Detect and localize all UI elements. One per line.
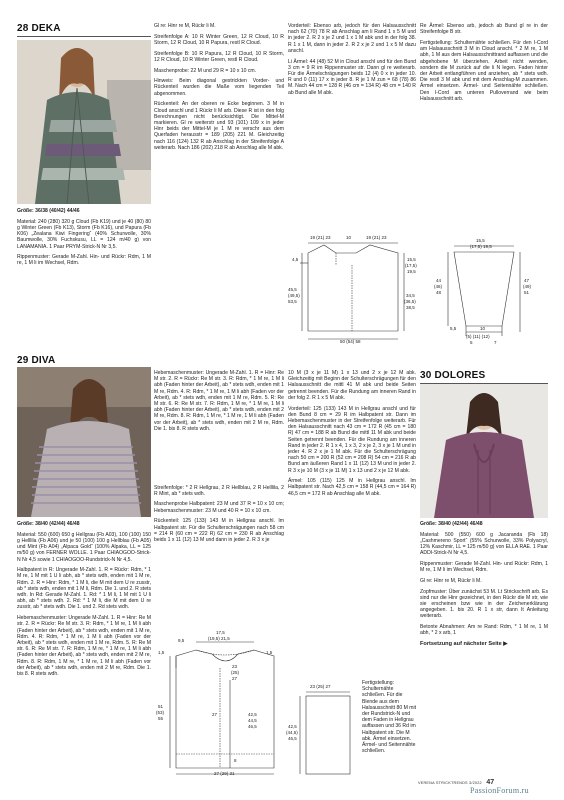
dim-label: 23 <box>232 664 238 669</box>
dim-label: 17,5 <box>216 630 225 635</box>
dim-label: (49) <box>523 284 532 289</box>
schematic-diva-sleeve <box>286 684 360 778</box>
dim-label: 9,5 <box>178 638 185 643</box>
dim-label: (17,5) <box>405 263 417 268</box>
continued-note: Fortsetzung auf nächster Seite ▶ <box>420 641 508 648</box>
text-aermel-deka: Li Ärmel: 44 (48) 52 M in Cloud anschl und für den Bund 3 cm = 9 R im Rippenmuster str. Dann gl re weiterarb. Für die Ärmelschrägungen beids 12 (4) 0 x in jeder 10. R und 0 (11) 17 x in jeder 8. R je 1 M zun = 68 (78) 86 M. Nach 44 cm = 128 R (46 cm = 134 R) 48 cm = 140 R ab Bund alle M abk. <box>288 58 416 96</box>
dim-label: 42,5 <box>248 712 257 717</box>
dim-label: 4,5 <box>292 257 299 262</box>
section-heading-diva: 29 DIVA <box>17 355 56 366</box>
dim-label: 10 <box>346 235 352 240</box>
schematic-deka-body <box>288 235 420 347</box>
dim-label: (36,5) <box>404 299 416 304</box>
size-diva: Größe: 38/40 (42/44) 46/48 <box>17 521 80 527</box>
dim-label: 46,5 <box>248 724 257 729</box>
dim-label: 1,5 <box>158 650 165 655</box>
dim-label: 53,5 <box>288 299 297 304</box>
dim-label: 51 <box>524 290 530 295</box>
dim-label: 38,5 <box>406 305 415 310</box>
material-deka: Material: 240 (280) 320 g Cloud (Fb K19) und je 40 (80) 80 g Winter Green (Fb K13), Storm (Fb K16), und Papura (Fb K06) „Zealana Kiwi Fingering“ (40% Schurwolle, 30% Baumwolle, 30% Fuchskusu, LL = 124 m/40 g) von LANAMANIA. 1 Paar PRYM-Strick-N Nr 3,5. <box>17 218 151 250</box>
dim-label: 45,5 <box>288 287 297 292</box>
betonte-dolores: Betonte Abnahmen: Am re Rand: Rdm, * 1 M re, 1 M abh, * 2 x arb, 1 <box>420 624 548 637</box>
dim-label: 19 (21) 23 <box>366 235 387 240</box>
magazine-name: VERENA STRICKTRENDS 3/2022 <box>418 781 482 785</box>
dim-label: 7 <box>494 340 497 345</box>
schematic-diva-body <box>154 628 284 778</box>
text-streifen-a: Streifenfolge A: 10 R Winter Green, 12 R Cloud, 10 R Storm, 12 R Cloud, 10 R Papura, restl R Cloud. <box>154 33 284 46</box>
maschenprobe-diva: Maschenprobe Halbpatent: 23 M und 37 R = 10 x 10 cm; Hebemaschenmuster: 23 M und 40 R = 10 x 10 cm. <box>154 501 284 514</box>
dim-label: 19 (21) 23 <box>310 235 331 240</box>
section-heading-dolores: 30 DOLORES <box>420 370 486 381</box>
dim-label: 55 <box>158 716 164 721</box>
hebe-diva-start: Hebemaschenmuster: Ungerade M-Zahl. 1. R = Hinr: Re M str. 2. R = Rückr: Re M str. 3. R: Rdm, * 1 M re, 1 M li abh (Faden hinter der Arbeit), ab * stets wdh, enden mit 1 M re, Rdm. 4. R: Rdm, * 1 M re, 1 M li abh (Faden vor der Arbeit), ab * stets wdh, enden mit 1 M re, Rdm. 5. R: Re M str. 6. R: Re M str. 7. R: Rdm, 1 M re, * 1 M re, 1 M li abh (Faden hinter der Arbeit), ab * stets wdh, enden mit 2 M re, Rdm. 8. R: Rdm, 1 M re, * 1 M re, 1 M li abh (Faden vor der Arbeit), ab * stets wdh, enden mit 2 M re, Rdm. Die 1. bis 8. R stets wdh. <box>17 615 151 677</box>
dim-label: 51 <box>158 704 164 709</box>
photo-diva <box>17 367 151 517</box>
dim-label: 27 (29) 31 <box>214 771 235 776</box>
page-number: 47 <box>486 779 495 786</box>
dim-label: 1,5 <box>266 650 273 655</box>
zopf-dolores: Zopfmuster: Über zunächst 53 M. Lt Strickschrift arb. Es sind nur die Hinr gezeichnet, in den Rückr die M str, wie sie erscheinen bzw wie in der Zeichenerklärung angegeben. 1. bis 20. R 1 x str, dann It Anleitung weiterarb. <box>420 588 548 620</box>
dim-label: 5,5 <box>450 326 457 331</box>
dim-label: (25) <box>231 670 240 675</box>
material-dolores: Material: 500 (550) 600 g Jacaranda (Fb 18) „Cashmereno Sport“ (55% Schurwolle, 33% Polyacryl, 12% Kaschmir, LL = 125 m/50 g) von ELLA RAE. 1 Paar ADDI-Strick-N Nr 4,5. <box>420 531 548 557</box>
schematic-deka-sleeve <box>420 238 548 346</box>
halbpatent-diva: Halbpatent in R: Ungerade M-Zahl. 1. R = Rückr: Rdm, * 1 M re, 1 M mit 1 U li abh, ab * stets wdh, enden mit 1 M re, Rdm. 2. R = Hinr: Rdm, * 1 M li, die M mit dem U re zusstr, ab * stets wdh, enden mit 1 M li, Rdm. Die 1. und 2. R stets wdh. In Rd: Gerade M-Zahl. 1. Rd: * 1 M li, 1 M mit 1 U li abh, ab * stets wdh. 2. Rd: * 1 M li, die M mit dem U re zusstr, ab * stets wdh. Die 1. und 2. Rd stets wdh. <box>17 567 151 611</box>
divider <box>17 36 151 37</box>
photo-dolores <box>420 384 548 518</box>
dim-label: 34,5 <box>406 293 415 298</box>
ruecken-diva: Rückenteil: 125 (133) 143 M in Hellgrau anschl. Im Halbpatent str. Für die Schulterschrägungen nach 58 cm = 214 R (60 cm = 222 R) 62 cm = 230 R ab Anschlag beids 1 x 11 (12) 13 M und dann in jeder 2. R 3 x je <box>154 518 284 543</box>
dim-label: 10 <box>480 326 486 331</box>
dim-label: 42,5 <box>288 724 297 729</box>
hebe-diva: Hebemaschenmuster: Ungerade M-Zahl. 1. R = Hinr: Re M str. 2. R = Rückr: Re M str. 3. R: Rdm, * 1 M re, 1 M li abh (Faden hinter der Arbeit), ab * stets wdh, enden mit 1 M re, Rdm. 4. R: Rdm, * 1 M re, 1 M li abh (Faden vor der Arbeit), ab * stets wdh, enden mit 1 M re, Rdm. 5. R: Re M str. 6. R: Re M str. 7. R: Rdm, 1 M re, * 1 M re, 1 M li abh (Faden hinter der Arbeit), ab * stets wdh, enden mit 2 M re, Rdm. 8. R: Rdm, 1 M re, * 1 M re, 1 M li abh (Faden vor der Arbeit), ab * stets wdh, enden mit 2 M re, Rdm. Die 1. bis 8. R stets wdh. <box>154 370 284 432</box>
text-re-aermel-deka: Re Ärmel: Ebenso arb, jedoch ab Bund gl re in der Streifenfolge B str. <box>420 23 548 36</box>
dim-label: 15,5 <box>407 257 416 262</box>
dim-label: 27 <box>232 676 238 681</box>
text-fertig-deka: Fertigstellung: Schulternähte schließen. Für den I-Cord am Halsausschnitt 3 M in Cloud anschl. * 2 M re, 1 M abh, 1 M aus dem Halsausschnittrand auffassen und die abgehobene M überziehen. Arbeit nicht wenden, sondern die M zurück auf die li N legen. Faden hinter der Arbeit entlangführen und anziehen, ab * stets wdh. Die restl 3 M abk und mit dem Anschlag-M zusammen. Ärmel einsetzen. Ärmel- und Seitennähte schließen. Den I-Cord am unteren Pulloverrand wie beim Halsausschnitt arb. <box>420 39 548 102</box>
dim-label: 46,5 <box>288 736 297 741</box>
dim-label: 44,5 <box>248 718 257 723</box>
dim-label: (5) (11) (12) <box>466 334 490 339</box>
watermark: PassionForum.ru <box>470 786 529 795</box>
rippen-deka: Rippenmuster: Gerade M-Zahl. Hin- und Rückr: Rdm, 1 M re, 1 M li im Wechsel, Rdm. <box>17 254 151 267</box>
fertig-diva: Fertigstellung: Schulternähte schließen. Für die Blende aus dem Halsausschnitt 80 M mit der Rundstrick-N und dem Faden in Hellgrau auffassen und 36 Rd im Halbpatent str. Die M abk. Ärmel einsetzen. Ärmel- und Seitennähte schließen. <box>362 680 417 755</box>
dim-label: 23 (25) 27 <box>310 684 331 689</box>
dim-label: 5 <box>470 340 473 345</box>
text-ruecken-deka: Rückenteil: An der oberen re Ecke beginnen. 3 M in Cloud anschl und 1 Rückr li M arb. Diese R ist in den folg Berechnungen nicht berücksichtigt. Die Mittel-M markieren. Gl re weiterstr und 93 (101) 109 x in jeder Hinr beids der Mittel-M je 1 M re verschr aus dem Querfaden herausstr = 189 (205) 221 M. Gleichzeitig nach 116 (124) 132 R ab Anschlag in der Streifenfolge A weiterarb. Nach 186 (202) 218 R ab Anschlag alle M abk. <box>154 101 284 151</box>
material-diva: Material: 550 (600) 650 g Hellgrau (Fb A03), 100 (100) 150 g Helllila (Fb A06) und je 50 (100) 100 g Hellblau (Fb A05) und Mint (Fb A04) „Alpaca Gold“ (100% Alpaka, LL = 125 m/50 g) von FERNER WOLLE. 1 Paar CHIAOGOO-Strick-N Nr 4,5 sowie 1 CHIAOGOO-Rundstrick-N Nr 4,5. <box>17 531 151 563</box>
dim-label: 27 <box>212 712 218 717</box>
glre-dolores: Gl re: Hinr re M, Rückr li M. <box>420 577 482 584</box>
text-streifen-b: Streifenfolge B: 10 R Papura, 12 R Cloud, 10 R Storm, 12 R Cloud, 10 R Winter Green, restl R Cloud. <box>154 50 284 63</box>
dim-label: (17,5) 19,5 <box>470 244 492 249</box>
rippen-dolores: Rippenmuster: Gerade M-Zahl. Hin- und Rückr: Rdm, 1 M re, 1 M li im Wechsel, Rdm. <box>420 561 548 574</box>
dim-label: (44,5) <box>286 730 298 735</box>
text-glre-deka: Gl re: Hinr re M, Rückr li M. <box>154 23 216 29</box>
dim-label: (53) <box>156 710 165 715</box>
streifen-diva: Streifenfolge: * 2 R Hellgrau, 2 R Hellblau, 2 R Helllila, 2 R Mint, ab * stets wdh. <box>154 484 284 497</box>
text-maschenprobe-deka: Maschenprobe: 22 M und 29 R = 10 x 10 cm. <box>154 67 257 74</box>
dim-label: 48 <box>436 290 442 295</box>
text-vorder-deka: Vorderteil: Ebenso arb, jedoch für den Halsausschnitt nach 62 (70) 78 R ab Anschlag am li Rand 1 x 5 M und in jeder 2. R 2 x je 2 und 1 x 1 M abk und in der folg 38. R 1 x 1 M, dann in jeder 2. R 2 x je 2 und 1 x 5 M dazu anschl. <box>288 23 416 54</box>
aermel-diva: Ärmel: 105 (115) 125 M in Hellgrau anschl. Im Halbpatent str. Nach 42,5 cm = 158 R (44,5 cm = 164 R) 46,5 cm = 172 R ab Anschlag alle M abk. <box>288 478 416 497</box>
dim-label: (49,5) <box>288 293 300 298</box>
size-deka: Größe: 36/38 (40/42) 44/46 <box>17 208 80 214</box>
dim-label: 15,5 <box>476 238 485 243</box>
vorder-diva: Vorderteil: 125 (133) 143 M in Hellgrau anschl und für den Bund 8 cm = 29 R im Halbpatent str. Dann im Hebemaschenmuster in der Streifenfolge weiterarb. Für den Halsausschnitt nach 43 cm = 172 R (45 cm = 180 R) 47 cm = 188 R ab Bund die mittl 11 M abk und beide Seiten getrennt beenden. Für die Rundung am inneren Rand in jeder 2. R 1 x 4, 1 x 3, 2 x je 2, 3 x je 1 M und in jeder 4. R 2 x je 1 M abk. Für die Schulterschrägung nach 50 cm = 200 R (52 cm = 208 R) 54 cm = 216 R ab Bund am äußeren Rand 1 x 11 (12) 13 M und in jeder 2. R 3 x je 10 M (3 x je 11 M) 1 x 13 und 2 x je 12 M abk. <box>288 405 416 474</box>
dim-label: 8 <box>234 758 237 763</box>
dim-label: (46) <box>434 284 443 289</box>
size-dolores: Größe: 38/40 (42/44) 46/48 <box>420 521 483 527</box>
text-hinweis-deka: Hinweis: Beim diagonal gestrickten Vorder- und Rückenteil wurden die Maße vom liegenden Teil abgenommen. <box>154 78 284 97</box>
dim-label: 47 <box>524 278 530 283</box>
dim-label: 19,5 <box>407 269 416 274</box>
dim-label: 44 <box>436 278 442 283</box>
dim-label: 50 (54) 58 <box>340 339 361 344</box>
ruecken-diva-cont: 10 M (3 x je 11 M) 1 x 13 und 2 x je 12 M abk. Gleichzeitig mit Beginn der Schulterschrägungen für den Halsausschnitt die mittl 41 M abk und beide Seiten getrennt beenden. Für die Rundung am inneren Rand in der folg 2. R 1 x 5 M abk. <box>288 370 416 401</box>
photo-deka <box>17 40 151 204</box>
section-heading-deka: 28 DEKA <box>17 23 61 34</box>
dim-label: (19,5) 21,5 <box>208 636 230 641</box>
